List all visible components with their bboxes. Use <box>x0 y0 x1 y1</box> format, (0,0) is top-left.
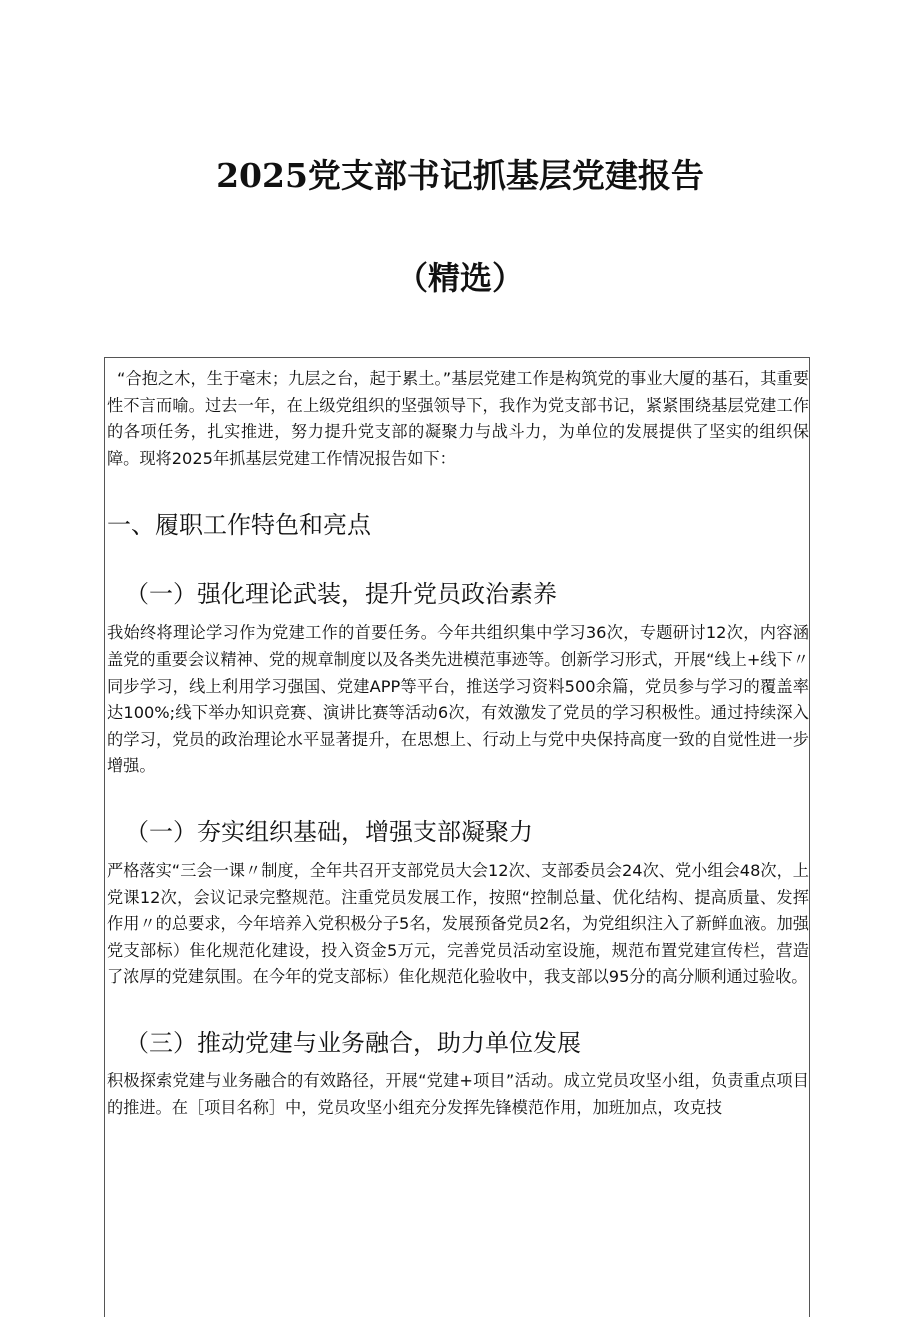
subsection-body-integration: 积极探索党建与业务融合的有效路径，开展“党建+项目”活动。成立党员攻坚小组，负责重点项目的推进。在［项目名称］中，党员攻坚小组充分发挥先锋模范作用，加班加点，攻克技 <box>107 1070 809 1117</box>
subsection-heading-theory: （一）强化理论武装，提升党员政治素养 <box>125 580 557 609</box>
subsection-body-organization: 严格落实“三会一课〃制度，全年共召开支部党员大会12次、支部委员会24次、党小组会48次，上党课12次，会议记录完整规范。注重党员发展工作，按照“控制总量、优化结构、提高质量、发挥作用〃的总要求，今年培养入党积极分子5名，发展预备党员2名，为党组织注入了新鲜血液。加强党支部标）隹化规范化建设，投入资金5万元，完善党员活动室设施，规范布置党建宣传栏，营造了浓厚的党建氛围。在今年的党支部标）隹化规范化验收中，我支部以95分的高分顺利通过验收。 <box>107 860 809 987</box>
subsection-heading-organization: （一）夯实组织基础，增强支部凝聚力 <box>125 817 533 846</box>
subsection-heading-integration: （三）推动党建与业务融合，助力单位发展 <box>125 1028 581 1057</box>
document-title: 2025党支部书记抓基层党建报告 <box>216 156 704 195</box>
subsection-body-theory: 我始终将理论学习作为党建工作的首要任务。今年共组织集中学习36次，专题研讨12次，内容涵盖党的重要会议精神、党的规章制度以及各类先进模范事迹等。创新学习形式，开展“线上+线下〃同步学习，线上利用学习强国、党建APP等平台，推送学习资料500余篇，党员参与学习的覆盖率达100%;线下举办知识竞赛、演讲比赛等活动6次，有效激发了党员的学习积极性。通过持续深入的学习，党员的政治理论水平显著提升，在思想上、行动上与党中央保持高度一致的自觉性进一步增强。 <box>107 623 809 776</box>
report-body-frame <box>104 357 810 1317</box>
intro-paragraph: “合抱之木，生于毫末；九层之台，起于累土。”基层党建工作是构筑党的事业大厦的基石，其重要性不言而喻。过去一年，在上级党组织的坚强领导下，我作为党支部书记，紧紧围绕基层党建工作的各项任务，扎实推进，努力提升党支部的凝聚力与战斗力，为单位的发展提供了坚实的组织保障。现将2025年抓基层党建工作情况报告如下： <box>107 369 809 468</box>
section-heading-highlights: 一、履职工作特色和亮点 <box>107 511 371 540</box>
document-subtitle: （精选） <box>395 259 524 297</box>
